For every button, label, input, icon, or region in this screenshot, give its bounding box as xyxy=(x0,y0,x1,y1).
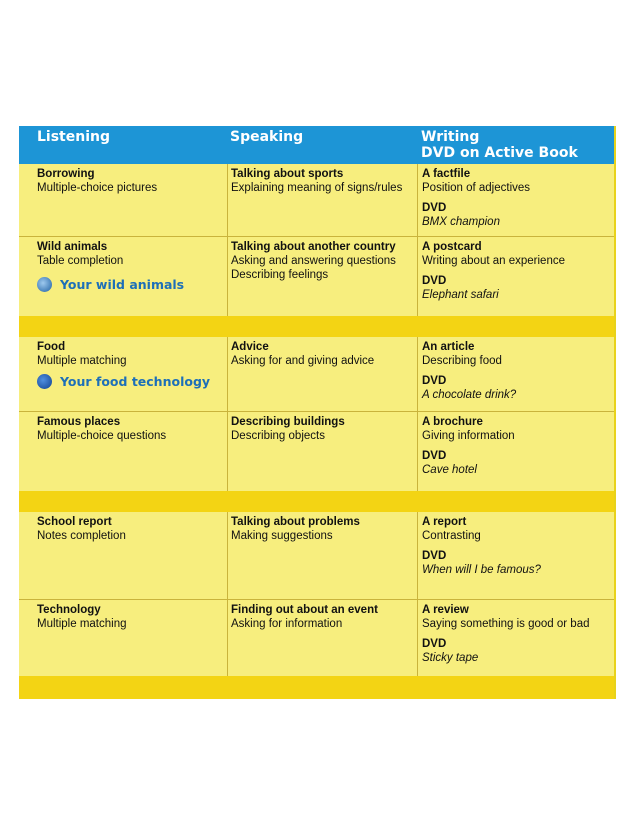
wild-animals-link: Your wild animals xyxy=(37,277,227,292)
listening-title: Borrowing xyxy=(37,168,95,180)
food-technology-link: Your food technology xyxy=(37,374,227,389)
speaking-title: Finding out about an event xyxy=(231,604,378,616)
listening-task: Notes completion xyxy=(37,530,126,542)
globe-icon xyxy=(37,277,52,292)
speaking-task: Asking and answering questions xyxy=(231,255,396,267)
writing-title: An article xyxy=(422,341,475,353)
dvd-label: DVD xyxy=(422,275,447,287)
writing-title: A factfile xyxy=(422,168,471,180)
listening-task: Table completion xyxy=(37,255,124,267)
table-row xyxy=(19,237,614,316)
listening-title: Famous places xyxy=(37,416,121,428)
section-divider xyxy=(19,676,614,699)
writing-title: A report xyxy=(422,516,467,528)
dvd-title: Sticky tape xyxy=(422,652,479,664)
dvd-label: DVD xyxy=(422,638,447,650)
listening-task: Multiple matching xyxy=(37,355,127,367)
writing-task: Position of adjectives xyxy=(422,182,531,194)
dvd-title: When will I be famous? xyxy=(422,564,541,576)
writing-title: A review xyxy=(422,604,469,616)
writing-task: Writing about an experience xyxy=(422,255,565,267)
listening-task: Multiple-choice pictures xyxy=(37,182,158,194)
speaking-title: Talking about problems xyxy=(231,516,360,528)
dvd-title: Elephant safari xyxy=(422,289,499,301)
speaking-task-2: Describing feelings xyxy=(231,269,329,281)
apple-icon xyxy=(37,374,52,389)
table-header xyxy=(19,126,614,164)
listening-task: Multiple-choice questions xyxy=(37,430,167,442)
writing-task: Saying something is good or bad xyxy=(422,618,590,630)
speaking-title: Advice xyxy=(231,341,269,353)
listening-title: Food xyxy=(37,341,66,353)
table-row xyxy=(19,600,614,676)
table-row xyxy=(19,337,614,411)
syllabus-table xyxy=(19,126,616,699)
listening-title: Technology xyxy=(37,604,101,616)
table-row xyxy=(19,412,614,491)
speaking-title: Describing buildings xyxy=(231,416,345,428)
dvd-label: DVD xyxy=(422,375,447,387)
listening-title: School report xyxy=(37,516,112,528)
writing-task: Describing food xyxy=(422,355,502,367)
speaking-task: Asking for and giving advice xyxy=(231,355,375,367)
table-row xyxy=(19,164,614,236)
section-divider xyxy=(19,491,614,512)
table-row xyxy=(19,512,614,599)
speaking-task: Explaining meaning of signs/rules xyxy=(231,182,403,194)
speaking-title: Talking about sports xyxy=(231,168,344,180)
dvd-label: DVD xyxy=(422,550,447,562)
dvd-title: Cave hotel xyxy=(422,464,477,476)
dvd-title: A chocolate drink? xyxy=(422,389,517,401)
writing-task: Contrasting xyxy=(422,530,481,542)
listening-title: Wild animals xyxy=(37,241,108,253)
dvd-title: BMX champion xyxy=(422,216,500,228)
speaking-task: Describing objects xyxy=(231,430,325,442)
writing-task: Giving information xyxy=(422,430,515,442)
dvd-label: DVD xyxy=(422,202,447,214)
dvd-label: DVD xyxy=(422,450,447,462)
section-divider xyxy=(19,316,614,337)
listening-task: Multiple matching xyxy=(37,618,127,630)
writing-title: A brochure xyxy=(422,416,483,428)
header-listening: Listening xyxy=(37,129,110,145)
header-speaking: Speaking xyxy=(230,129,304,145)
header-writing: Writing DVD on Active Book xyxy=(421,129,578,161)
speaking-task: Making suggestions xyxy=(231,530,333,542)
writing-title: A postcard xyxy=(422,241,482,253)
speaking-task: Asking for information xyxy=(231,618,343,630)
speaking-title: Talking about another country xyxy=(231,241,396,253)
